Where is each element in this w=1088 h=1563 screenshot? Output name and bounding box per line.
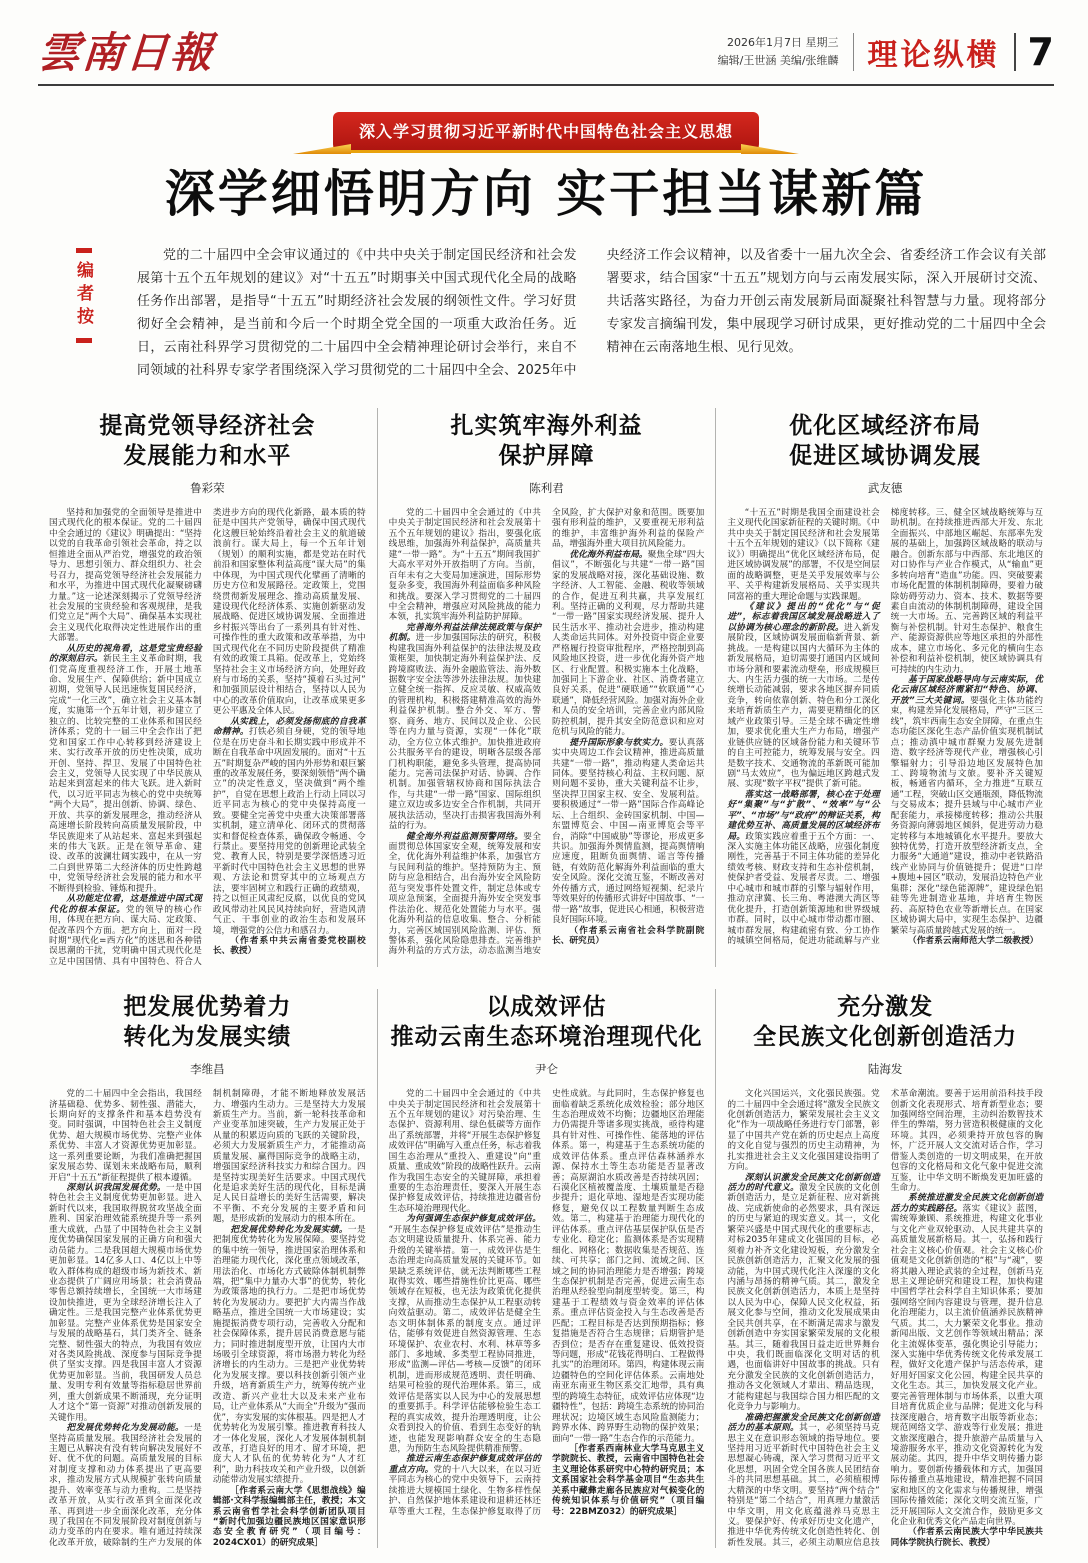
article-author: 鲁彩荣	[190, 481, 225, 496]
article	[38, 989, 377, 1548]
body-paragraph: 落实这一战略部署，核心在于处理好“集聚”与“扩散”、“效率”与“公平”、“市场”与“政府”的辩证关系，构建优势互补、高质量发展的区域经济布局。政策实践应着重于五个方面：一、深入实施主体功能区战略，应强化制度刚性，完善基于不同主体功能的差异化绩效考核、财政支持和生态补偿机制，使保护者受益、发展者尽责。二、增强中心城市和城市群的引擎与辐射作用，推动京津冀、长三角、粤港澳大湾区等优化提升，打造创新策源地和世界级城市群。同时，以中心城市带动都市圈、城市群发展，构建疏密有致、分工协作的城镇空间格局，促进功能疏解与产业梯度转移。三、健全区域战略统筹与互助机制。在持续推进西部大开发、东北全面振兴、中部地区崛起、东部率先发展的基础上，加强跨区域战略的联动与融合。创新东部与中西部、东北地区的对口协作与产业合作模式，从“输血”更多转向培育“造血”功能。四、突破要素市场化配置的体制机制障碍，要着力破除妨碍劳动力、资本、技术、数据等要素自由流动的体制机制障碍，建设全国统一大市场。五、完善跨区域的利益平衡与补偿机制。针对生态保护、粮食生产、能源资源供应等地区承担的外部性成本，建立市场化、多元化的横向生态补偿和利益补偿机制，使区域协调具有可持续的内生动力。	[727, 508, 1043, 946]
theme-banner-wrap	[38, 112, 1054, 150]
editors-line: 编辑/王世涵 美编/张维麟	[717, 54, 839, 67]
body-paragraph: 文化兴国运兴，文化强民族强。党的二十届四中全会通过将“激发全民族文化创新创造活力，繁荣发展社会主义文化”作为一项战略任务进行专门部署，彰显了中国共产党在新的历史起点上高度的文化自觉与强烈的历史主动精神，为扎实推进社会主义文化强国建设指明了方向。	[727, 1089, 880, 1173]
body-paragraph: 党的二十届四中全会指出，我国经济基础稳、优势多、韧性强、潜能大，长期向好的支撑条件和基本趋势没有变。同时强调，中国特色社会主义制度优势、超大规模市场优势、完整产业体系优势、丰富人才资源优势更加彰显。这一系列重要论断，为我们准确把握国家发展态势、谋划未来战略布局，顺利开启“十五五”新征程提供了根本遵循。	[49, 1089, 202, 1183]
editor-note-paragraph: 党的二十届四中全会审议通过的《中共中央关于制定国民经济和社会发展第十五个五年规划的建议》对“十五五”时期事关中国式现代化全局的战略任务作出部署，是指导“十五五”时期经济社会发展的纲领性文件。学习好贯彻好全会精神，是当前和今后一个时期全党全国的一项重大政治任务。近日，云南社科界学习贯彻党的二十届四中全会精神理论研讨会举行，来自不同领域的社科界专家学者围绕深入学习贯彻党的二十届四中全会、2025年中央经济工作会议精神，以及省委十一届九次全会、省委经济工作会议有关部署要求，结合国家“十五五”规划方向与云南发展实际，深入开展研讨交流、共话落实路径，为奋力开创云南发展新局面凝聚社科智慧与力量。现将部分专家发言摘编刊发，集中展现学习研讨成果，更好推动党的二十届四中全会精神在云南落地生根、见行见效。	[137, 247, 1046, 379]
editor-note	[46, 244, 1046, 383]
section-title: 理论纵横	[867, 38, 1000, 73]
article-title: 以成效评估 推动云南生态环境治理现代化	[390, 994, 703, 1051]
articles-row-bottom	[38, 989, 1054, 1548]
body-paragraph: 完善海外利益法律法规政策与保护机制。进一步加强国际法的研究，积极构建我国海外利益保护的法律法规及政策框架，加快制定海外利益保护法、反跨境腐败法、海外金融监管法、海外数据数字安全法等涉外法律法规。加快建立健全统一指挥、反应灵敏、权威高效的管理机构，积极搭建精准高效的海外利益保护机制。整合外交、军方、警察、商务、地方、民间以及企业、公民等在内力量与资源，实现“一体化”联动，全方位立体式维护。加快推进政府公共服务平台的建设，明晰各层级各部门机构职能，避免多头管理，提高协同能力。完善司法保护对话、协调、合作机制。加强管辖权协商和国际执法合作，与共建“一带一路”国家、国际组织建立双边或多边安全合作机制，共同开展执法活动，坚决打击损害我国海外利益的行为。	[388, 622, 541, 832]
page-header	[38, 30, 1054, 86]
article-author: 武友德	[867, 481, 903, 496]
body-paragraph: 健全海外利益监测预警网络。要全面贯彻总体国家安全观，统筹发展和安全，优化海外利益维护体系，加强官方与民间利益的维护。坚持预防为主、预防与应急相结合，出台海外安全风险防范与突发事件处置文件，制定总体或专项应急预案，全面提升海外安全突发事件法治化、规范化处置能力与水平。强化海外利益的信息收集、整合、分析能力，完善区域国别风险监测、评估、预警体系，强化风险隐患排查。完善维护海外利益的方式方法，动态监测当地安全风险，扩大保护对象和范围。既要加强有形利益的维护，又要重视无形利益的维护，丰富维护海外利益的保险产品，增强海外重大项目抗风险能力。	[388, 508, 705, 957]
header-right	[718, 30, 1054, 74]
main-headline: 深学细悟明方向 实干担当谋新篇	[164, 165, 928, 223]
label-bar-top	[76, 248, 92, 253]
editor-note-label-text: 编者按	[73, 260, 93, 330]
body-paragraph: 党的二十届四中全会通过的《中共中央关于制定国民经济和社会发展第十五个五年规划的建议》指出，要强化底线思维，加强海外利益保护，高质量共建“一带一路”。为“十五五”期间我国扩大高水平对外开放指明了方向。当前，百年未有之大变局加速演进，国际形势复杂多变，我国海外利益面临多种风险和挑战。要深入学习贯彻党的二十届四中全会精神，增强应对风险挑战的能力本领，扎实筑牢海外利益防护屏障。	[388, 508, 541, 623]
article-author: 陆海发	[867, 1062, 903, 1077]
article-title: 扎实筑牢海外利益 保护屏障	[450, 413, 643, 470]
body-paragraph: 《建议》提出的“优化”与“促进”，标志着我国区域发展战略进入了以协调为核心理念的新阶段。进入新发展阶段，区域协调发展面临新背景、新挑战。一是构建以国内大循环为主体的新发展格局，迫切需要打通国内区域间市场分割和要素流动壁垒，形成规模巨大、内生活力强的统一大市场。二是传统增长动能减弱，要求各地区摒弃同质竞争，转向依靠创新、特色和分工深化来培育新质生产力，需要更精细化的区域产业政策引导。三是全球不确定性增加，要求优化重大生产力布局，增强产业链供应链的区域备份能力和关键环节的自主可控能力，统筹发展与安全。四是数字技术、交通物流的革新既可能加剧“马太效应”，也为偏远地区跨越式发展、实现“数字平权”提供了新可能。	[727, 601, 880, 790]
body-paragraph: 从功能定位看，这是推进中国式现代化的根本保证。党的领导的核心作用，体现在把方向、谋大局、定政策、促改革四个方面。把方向上，面对一段时期“现代化=西方化”的迷思和各种错误思潮的干扰，党明确中国式现代化是立足中国国情、具有中国特色、符合人类进步方向的现代化新路，最本质的特征是中国共产党领导，确保中国式现代化这艘巨轮始终沿着社会主义的航道破浪前行。谋大局上，每一个五年计划（规划）的顺利实施，都是党站在时代前沿和国家整体利益高度“谋大局”的集中体现，为中国式现代化擘画了清晰的历史方位和发展路径。定政策上，党围绕贯彻新发展理念、推动高质量发展、建设现代化经济体系、实施创新驱动发展战略、促进区域协调发展、全面推进乡村振兴等出台了一系列具有针对性、可操作性的重大政策和改革举措，为中国式现代化在不同历史阶段提供了精准有效的政策工具箱。促改革上，党始终坚持社会主义市场经济方向，处理好政府与市场的关系，坚持“摸着石头过河”和加强顶层设计相结合，坚持以人民为中心的改革价值取向，让改革成果更多更公平惠及全体人民。	[49, 508, 366, 967]
page-number: 7	[1014, 33, 1054, 71]
body-paragraph: 准确把握激发全民族文化创新创造活力的基本原则。其一，必须坚持马克思主义在意识形态领域的指导地位。要坚持用习近平新时代中国特色社会主义思想凝心铸魂，深入学习贯彻习近平文化思想，巩固全党全国各族人民团结奋斗的共同思想基础。其二，必须植根博大精深的中华文明。要坚持“两个结合”特别是“第二个结合”，用真理力量激活中华文明，用文化底蕴滋养马克思主义。要保护好、传承好历史文化遗产，推进中华优秀传统文化创造性转化、创新性发展。其三，必须主动顺应信息技术革命潮流。要善于运用前沿科技手段创新文化表现形式、培育新型业态；要加强网络空间治理，主动纠治数智技术伴生的弊端，努力营造积极健康的文化环境。其四，必须秉持开放包容的胸怀，广泛开展人文交流对话合作，学习借鉴人类创造的一切文明成果，在开放包容的文化格局和文化气象中促进交流互鉴，让中华文明不断焕发更加旺盛的生命力。	[727, 1089, 1043, 1548]
article-title: 把发展优势着力 转化为发展实绩	[123, 994, 292, 1051]
article-title: 提高党领导经济社会 发展能力和水平	[99, 413, 316, 470]
body-paragraph: 提升国际形象与软实力。要认真落实中央周边工作会议精神，推进高质量共建“一带一路”，推动构建人类命运共同体。要坚持核心利益、主权问题、原则问题不妥协，重大关键利益不让步，坚决捍卫国家主权、安全、发展利益。要积极通过“一带一路”国际合作高峰论坛、上合组织、金砖国家机制、中国—东盟博览会、中国—南亚博览会等平台，消除“中国威胁”等谬论，形成更多共识。加强海外舆情监测，提高舆情响应速度，阻断负面舆情、谣言等传播链，有效防范化解海外利益面临的重大安全风险。深化交流互鉴，不断改善对外传播方式，通过网络短视频、纪录片等效果好的传播形式讲好中国故事、“一带一路”故事，促进民心相通，积极营造良好国际环境。	[551, 737, 705, 926]
editor-note-text	[137, 244, 1046, 383]
author-note: （作者系云南师范大学二级教授）	[908, 935, 1039, 946]
header-divider	[853, 33, 854, 71]
body-paragraph: 深刻认识激发全民族文化创新创造活力的时代意义。激发全民族的文化创新创造活力，是立足新征程、应对新挑战、完成新使命的必然要求，具有深远的历史与紧迫的现实意义。其一，文化繁荣兴盛是中国式现代化的重要标志，对标2035年建成文化强国的目标，必须着力补齐文化建设短板，充分激发全民族创新创造活力，汇聚文化发展的强动能，为中国式现代化注入深邃的文化内涵与昂扬的精神气质。其二，激发全民族文化创新创造活力，本质上是坚持以人民为中心，保障人民文化权益，拓展文化参与空间，推动文化发展成果由全民共创共享，在不断满足需求与激发创新创造中夯实国家繁荣发展的文化根基。其三，随着我国日益走近世界舞台中央，我们既面临深化文明对话的机遇，也面临讲好中国故事的挑战。只有充分激发全民族的文化创新创造活力，推动各文化领域人才辈出、精品迭现，才能构建起与我国综合国力相匹配的文化竞争力与影响力。	[727, 1172, 880, 1413]
body-paragraph: 从历史的视角看，这是党宝贵经验的深刻启示。新民主主义革命时期，我们党高度重视经济工作，开展土地革命、发展生产、保障供给；新中国成立初期，党领导人民迅速恢复国民经济，完成“一化三改”，确立社会主义基本制度，实施第一个五年计划，初步建立了独立的、比较完整的工业体系和国民经济体系；党的十一届三中全会作出了把党和国家工作中心转移到经济建设上来、实行改革开放的历史性决策，成功开创、坚持、捍卫、发展了中国特色社会主义，党领导人民实现了中华民族从站起来到富起来的伟大飞跃。进入新时代，以习近平同志为核心的党中央统筹“两个大局”，提出创新、协调、绿色、开放、共享的新发展理念，推动经济从高速增长阶段转向高质量发展阶段，中华民族迎来了从站起来、富起来到强起来的伟大飞跃。正是在领导革命、建设、改革的波澜壮阔实践中，在从一穷二白到世界第二大经济体的历史性跨越中，党领导经济社会发展的能力和水平不断得到检验、锤炼和提升。	[49, 643, 202, 894]
date-line: 2026年1月7日 星期三	[727, 36, 839, 50]
body-paragraph: 把发展优势转化为发展实绩。一是把制度优势转化为发展保障。要坚持党的集中统一领导，推进国家治理体系和治理能力现代化，深化重点领域改革，用法治化、市场化方式破除体制机制弊端，把“集中力量办大事”的优势，转化为政策落地的执行力。二是把市场优势转化为发展动力。要把扩大内需当作战略基点，推进全国统一大市场建设；实施提振消费专项行动，完善收入分配和社会保障体系，提升居民消费意愿与能力；同时推进制度型开放，让国内大市场吸引全球资源，将市场潜力转化为经济增长的内生动力。三是把产业优势转化为发展支撑。要以科技创新引领产业升级，培育新质生产力，统筹传统产业改造、新兴产业壮大以及未来产业布局，让产业体系从“大而全”升级为“强而优”，夯实发展的实体根基。四是把人才优势转化为发展引擎。推进教育科技人才一体化发展，深化人才发展体制机制改革，打造良好的用才、留才环境，把庞大人才队伍的优势转化为“人才红利”，助力科技攻关和产业升级，以创新动能带动发展实绩提升。	[212, 1224, 366, 1486]
article-body	[389, 508, 705, 957]
article	[377, 989, 716, 1548]
article-body	[49, 508, 366, 967]
article-author: 李维昌	[190, 1062, 225, 1077]
date-editors-block	[718, 34, 839, 69]
body-paragraph: 把发展优势转化为发展动能。一是坚持高质量发展。我国经济社会发展的主题已从解决有没有转向解决发展好不好、优不优的问题。高质量发展的目标对制度支撑和动力体系提出了更高要求，推动发展方式从规模扩张转向质量提升、效率变革与动力重构。二是坚持改革开放，从实行改革到全面深化改革、再到进一步全面深化改革，充分体现了我国在不同发展阶段对制度创新与动力变革的内在要求。唯有通过持续深化改革开放，破除制约生产力发展的体制机制障碍，才能不断地释放发展活力、增强内生动力。三是坚持大力发展新质生产力。当前，新一轮科技革命和产业变革加速突破，生产力发展正处于从量的积累迈向质的飞跃的关键阶段，必须大力发展新质生产力，才能推动高质量发展、赢得国际竞争的战略主动，增强国家经济科技实力和综合国力。四是坚持实现美好生活要求。中国式现代化是追求美好生活的现代化，目标是满足人民日益增长的美好生活需要，解决不平衡、不充分发展的主要矛盾和问题，是形成新的发展动力的根本所在。	[49, 1089, 366, 1548]
body-paragraph: 从实践上，必须发扬彻底的自我革命精神。打铁必须自身硬，党的领导地位是在历史奋斗和长期实践中形成并不断在自我革命中巩固发展的。面对“十五五”时期复杂严峻的国内外形势和艰巨繁重的改革发展任务，要深刻领悟“两个确立”的决定性意义，坚决做到“两个维护”，自觉在思想上政治上行动上同以习近平同志为核心的党中央保持高度一致。要健全完善党中央重大决策部署落实机制，建立清单化、闭环式的贯彻落实和督促检查体系，确保政令畅通、令行禁止。要坚持用党的创新理论武装全党、教育人民，特别是要学深悟透习近平新时代中国特色社会主义思想的世界观、方法论和贯穿其中的立场观点方法，要牢固树立和践行正确的政绩观，持之以恒正风肃纪反腐，以优良的党风政风带动社风民风持续向好，营造风清气正、干事创业的政治生态和发展环境，增强党的公信力和感召力。	[212, 716, 366, 936]
author-note: （作者系云南省社会科学院副院长、研究员）	[551, 925, 705, 946]
article-body	[727, 508, 1043, 946]
body-paragraph: 党的二十届四中全会通过的《中共中央关于制定国民经济和社会发展第十五个五年规划的建议》对污染治理、生态保护、资源利用、绿色低碳等方面作出了系统部署，并将“开展生态保护修复成效评估”明确写入重点任务，标志着我国生态治理从“重投入、重建设”向“重质量、重成效”阶段的战略性跃升。云南作为我国生态安全的关键屏障，承担着重要的生态治理责任，要深入开展生态保护修复成效评估，持续推进边疆省份生态环境治理现代化。	[388, 1089, 541, 1214]
article-title: 优化区域经济布局 促进区域协调发展	[789, 413, 982, 470]
article	[377, 408, 716, 967]
article-author: 陈利君	[529, 481, 564, 496]
article-body	[727, 1089, 1043, 1548]
article	[715, 408, 1054, 967]
theme-banner: 深入学习贯彻习近平新时代中国特色社会主义思想	[333, 112, 759, 150]
label-bar-bottom	[76, 338, 92, 343]
author-note: ［作者系云南大学《思想战线》编辑部·文科学报编辑部主任，教授；本文系云南省哲学社会科学创新团队项目“新时代加强边疆民族地区国家意识形态安全教育研究”（项目编号：2024CX01）的研究成果］	[212, 1485, 366, 1548]
masthead-logo: 雲南日報	[36, 28, 216, 77]
article-body	[49, 1089, 366, 1548]
article-title: 充分激发 全民族文化创新创造活力	[753, 994, 1018, 1051]
author-note: （作者系云南民族大学中华民族共同体学院执行院长、教授）	[890, 1527, 1043, 1548]
articles-row-top	[38, 408, 1054, 967]
author-note: ［作者系西南林业大学马克思主义学院院长、教授，云南省中国特色社会主义理论体系研究中心特约研究员；本文系国家社会科学基金项目“生态共生关系中藏彝走廊各民族应对气候变化的传统知识体系与价值研究”（项目编号：22BMZ032）的研究成果］	[551, 1443, 705, 1517]
article	[38, 408, 377, 967]
body-paragraph: 基于国家战略导向与云南实际，优化云南区域经济需紧扣“特色、协调、开放”三大关键词。要强化主体功能约束，构建差异化发展格局，严守“三区三线”，筑牢西南生态安全屏障，在重点生态功能区深化生态产品价值实现机制试点；推动滇中城市群聚力发展先进制造、数字经济等现代产业，增强核心引擎辐射力；引导沿边地区发展特色加工、跨境物流与文旅。要补齐关键短板，畅通省内循环，全力推进“互联互通”工程，突破山区交通瓶颈，降低物流与交易成本；提升县域与中心城市产业配套能力，承接梯度转移；推动公共服务资源向薄弱地区倾斜，促进劳动力稳定转移与本地城镇化水平提升。要放大独特优势，打造开放型经济新支点，全力服务“大通道”建设，推动中老铁路沿线产业协同与价值链提升；促进“口岸+腹地+园区”联动，发展沿边特色产业集群；深化“绿色能源牌”，建设绿色铝硅等先进制造业基地，并培育生物医药、高原特色农业等新增长点。在国家区域协调大局中，实现生态保护、边疆繁荣与高质量跨越式发展的统一。	[890, 675, 1043, 936]
body-paragraph: 系统推进激发全民族文化创新创造活力的实践路径。落实《建议》蓝图，需统筹兼顾、系统推进，构建文化事业与文化产业双轮驱动、人民共建共享的高质量发展新格局。其一，弘扬和践行社会主义核心价值观。社会主义核心价值观是文化创新创造的“根”与“魂”，要将其融入理论武装的全过程，创新马克思主义理论研究和建设工程，加快构建中国哲学社会科学自主知识体系；要加强网络空间内容建设与管理，提升信息化治理能力，以主流价值涵养民族精神气质。其二，大力繁荣文化事业。推动新闻出版、文艺创作等领域出精品；深化主流媒体变革，强化舆论引导能力；深入实施中华优秀传统文化传承发展工程，做好文化遗产保护与活态传承，建好用好国家文化公园，构建全民共享的文化生态。其三，加快发展文化产业。要完善管理体制与市场体系，以重大项目培育优质企业与品牌；促进文化与科技深度融合，培育数字出版等新业态；规范网络文学、游戏等行业发展；推进文旅深度融合，提升旅游产品质量与入境游服务水平，推动文化资源转化为发展动能。其四，提升中华文明传播力影响力。要创新传播载体和方式，加强国际传播重点基地建设，精准把握不同国家和地区的文化需求与传播规律，增强国际传播效能；深化文明交流互鉴，广泛开展国际人文交流合作，鼓励更多文化企业和优秀文化产品走向世界。	[890, 1193, 1043, 1527]
article-body	[389, 1089, 705, 1517]
article	[715, 989, 1054, 1548]
body-paragraph: 优化海外利益布局。聚焦全球“四大倡议”，不断强化与共建“一带一路”国家的发展战略对接，深化基础设施、数字经济、人工智能、金融、税收等领域的合作，促进互利共赢，共享发展红利。坚持正确的义利观，尽力帮助共建“一带一路”国家实现经济发展、提升人民生活水平、推动社会进步，推动构建人类命运共同体。对外投资中资企业要严格履行投资审批程序，严格控制到高风险地区投资，进一步优化海外资产地区、行业配置。积极实施本土化战略，加强同上下游企业、社区、消费者建立良好关系，促进“硬联通”“软联通”“心联通”，降低经营风险。加强对海外企业和人员的安全培训，完善企业内部风险防控机制，提升其安全防范意识和应对危机与风险的能力。	[551, 549, 705, 738]
body-paragraph: 深刻认识我国发展优势。一是中国特色社会主义制度优势更加彰显。进入新时代以来，我国取得脱贫攻坚战全面胜利、国家治理效能系统提升等一系列重大成就，凸显了中国特色社会主义制度优势确保国家发展的正确方向和强大动员能力。二是我国超大规模市场优势更加彰显。14亿多人口、4亿以上中等收入群体构成的超级市场为新技术、新业态提供了广阔应用场景；社会消费品零售总额持续增长，全国统一大市场建设加快推进，更为全球经济增长注入了确定性。三是我国完整产业体系优势更加彰显。完整产业体系优势是国家安全与发展的战略基石，其门类齐全、链条完整、韧性强大的特点，为我国有效应对各类风险挑战、深度参与国际竞争提供了坚实支撑。四是我国丰富人才资源优势更加彰显。当前，我国研发人员总量、发明专利有效量等指标稳居世界前列，重大创新成果不断涌现，充分证明人才这个“第一资源”对推动创新发展的关键作用。	[49, 1183, 202, 1423]
body-paragraph: 坚持和加强党的全面领导是推进中国式现代化的根本保证。党的二十届四中全会通过的《建议》明确提出：“坚持以党的自我革命引领社会革命，持之以恒推进全面从严治党，增强党的政治领导力、思想引领力、群众组织力、社会号召力，提高党领导经济社会发展能力和水平，为推进中国式现代化凝聚磅礴力量。”这一论述深刻揭示了党领导经济社会发展的宝贵经验和客观规律，是我们党立足“两个大局”、确保基本实现社会主义现代化取得决定性进展作出的重大部署。	[49, 508, 202, 644]
editor-note-label	[46, 244, 121, 383]
body-paragraph: 为何强调生态保护修复成效评估。“开展生态保护修复成效评估”是推动生态文明建设质量提升、体系完善、能力升级的关键举措。第一，成效评估是生态治理走向高质量发展的关键环节。如果缺乏系统评估，就无法判断哪些工程取得实效、哪些措施性价比更高、哪些领域存在短板，也无法为政策优化提供支撑，从而推动生态保护从工程驱动转向效益驱动。第二，成效评估是健全生态文明体制体系的制度支点。通过评估，能够有效促进自然资源管理、生态环境保护、农业农村、水利、林草等多部门、多地域、多类型工程协同推进，形成“监测—评估—考核—反馈”的闭环机制，进而形成规范透明、责任明确、结果可检验的现代治理体系。第三，成效评估是落实以人民为中心的发展思想的重要抓手。科学评估能够检验生态工程的真实成效，提升治理透明度，让公众看到投入的价值、看到生态变好的轨迹，也能发现影响群众安全的生态隐患，为预防生态风险提供精准预警。	[388, 1214, 541, 1454]
body-paragraph: 推进云南生态保护修复成效评估的重点方向。党的十八大以来，在以习近平同志为核心的党中央领导下，云南持续推进大规模国土绿化、生物多样性保护、自然保护地体系建设和退耕还林还草等重大工程，生态保护修复取得了历史性成就。与此同时，生态保护修复也面临着缺乏系统化成效检验；部分地区生态治理成效不均衡；边疆地区治理能力仍需提升等诸多现实挑战，亟待构建具有针对性、可操作性、能落地的评估体系。第一，构建基于生态系统功能的成效评估体系。重点评估森林涵养水源、保持水土等生态功能是否显著改善；高原湖泊水质改善是否持续巩固；石漠化区植被覆盖度、土壤质量是否稳步提升；退化草地、湿地是否实现功能修复，避免仅以工程数量判断生态成效。第二，构建基于治理能力现代化的评估体系。重点评估基层保护队伍是否专业化、稳定化；监测体系是否实现精细化、网格化；数据收集是否规范、连续、可共享；部门之间、流域之间、区域之间的协同治理能力是否增强；跨境生态保护机制是否完善，促进云南生态治理从经验型向制度型转变。第三，构建基于工程绩效与资金效率的评估体系。重点评估资金投入与生态改善是否匹配；工程目标是否达到预期指标；修复措施是否符合生态规律；后期管护是否到位；是否存在重复建设、低效投资等问题，形成“花钱花得明白、工程做得扎实”的治理闭环。第四，构建体现云南边疆特色的空间化评估体系。云南地处南亚东南亚生物区系交汇地带，具有典型的跨境生态特征，成效评估应体现“边疆特性”，包括：跨境生态系统的协同治理状况；边境区域生态风险监测能力；跨界水体、跨界野生动物的保护效果；面向“一带一路”生态合作的示范能力。	[388, 1089, 705, 1517]
body-paragraph: “十五五”时期是我国全面建设社会主义现代化国家新征程的关键时期。《中共中央关于制定国民经济和社会发展第十五个五年规划的建议》（以下简称《建议》）明确提出“优化区域经济布局，促进区域协调发展”的部署，不仅是空间层面的战略调整，更是关乎发展效率与公平、关乎构建新发展格局、关乎实现共同富裕的重大理论命题与实践课题。	[727, 508, 880, 602]
article-author: 尹仑	[534, 1062, 558, 1077]
author-note: （作者系中共云南省委党校副校长、教授）	[212, 935, 366, 957]
